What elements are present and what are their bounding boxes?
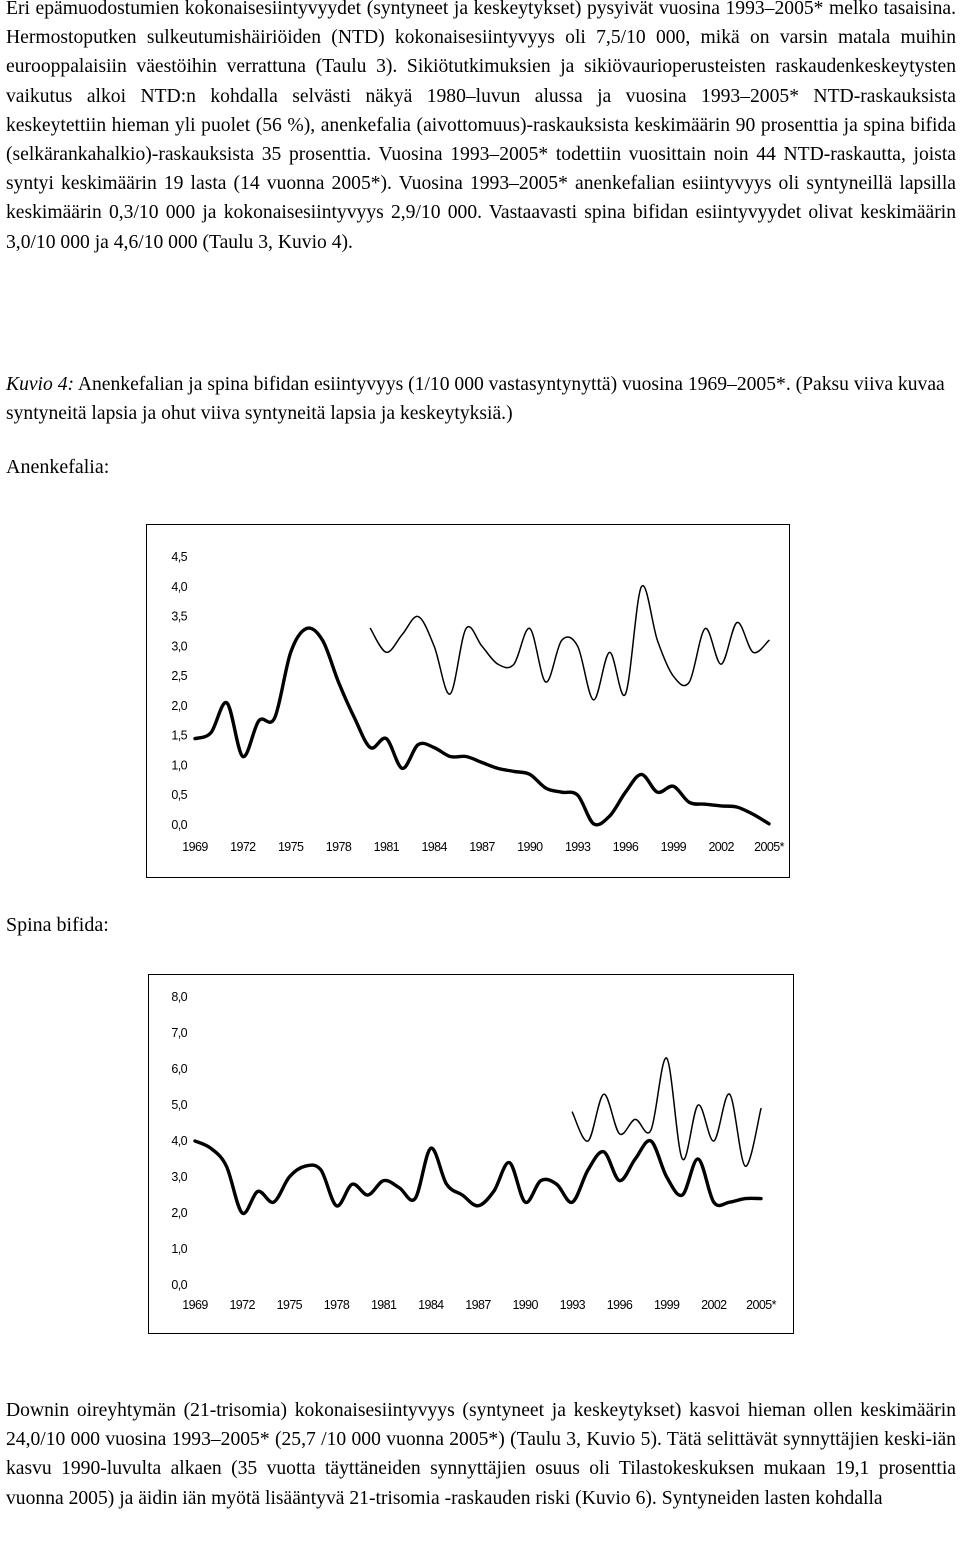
spina-bifida-y-tick-label: 0,0 — [171, 1278, 187, 1292]
spina-bifida-y-tick-label: 1,0 — [171, 1242, 187, 1256]
spina-bifida-y-tick-label: 7,0 — [171, 1026, 187, 1040]
spina-bifida-y-tick-label: 4,0 — [171, 1134, 187, 1148]
spina-bifida-chart — [148, 974, 794, 1334]
spina-bifida-x-tick-label: 1972 — [229, 1298, 255, 1312]
anencephaly-births-line — [195, 628, 769, 825]
spina-bifida-y-tick-label: 8,0 — [171, 990, 187, 1004]
anencephaly-x-tick-label: 1999 — [660, 840, 687, 854]
spina-bifida-x-tick-label: 1996 — [606, 1298, 633, 1312]
anencephaly-x-tick-label: 1975 — [277, 840, 304, 854]
spina-bifida-chart-svg — [149, 975, 793, 1333]
spina-bifida-x-tick-label: 2005* — [746, 1298, 776, 1312]
anencephaly-y-tick-label: 2,5 — [171, 669, 187, 684]
anencephaly-y-tick-label: 3,0 — [171, 639, 187, 654]
caption-lead: Kuvio 4: — [6, 374, 75, 395]
anencephaly-x-tick-label: 1972 — [230, 840, 256, 854]
spina-bifida-x-tick-label: 1981 — [370, 1298, 397, 1312]
paragraph-top: Eri epämuodostumien kokonaisesiintyvyydet (syntyneet ja keskeytykset) pysyivät vuosina 1993–2005* melko tasaisina. Hermostoputken sulkeutumishäiriöiden (NTD) kokonaisesiintyvyys oli 7,5/10 000, mikä on varsin matala muihin eurooppalaisiin väestöihin verrattuna (Taulu 3). Sikiötutkimuksien ja sikiövaurioperusteisten raskaudenkeskeytysten vaikutus alkoi NTD:n kohdalla selvästi näkyä 1980–luvun alussa ja vuosina 1993–2005* NTD-raskauksista keskeytettiin hieman yli puolet (56 %), anenkefalia (aivottomuus)-raskauksista keskimäärin 90 prosenttia ja spina bifida (selkärankahalkio)-raskauksista 35 prosenttia. Vuosina 1993–2005* todettiin vuosittain noin 44 NTD-raskautta, joista syntyi keskimäärin 19 lasta (14 vuonna 2005*). Vuosina 1993–2005* anenkefalian esiintyvyys oli syntyneillä lapsilla keskimäärin 0,3/10 000 ja kokonaisesiintyvyys 2,9/10 000. Vastaavasti spina bifidan esiintyvyydet olivat keskimäärin 3,0/10 000 ja 4,6/10 000 (Taulu 3, Kuvio 4). — [6, 0, 956, 253]
anencephaly-x-tick-label: 1981 — [373, 840, 400, 854]
anencephaly-x-tick-label: 1984 — [421, 840, 447, 854]
spina-bifida-y-tick-label: 2,0 — [171, 1206, 187, 1220]
anencephaly-y-tick-label: 0,5 — [171, 788, 187, 803]
anencephaly-y-tick-label: 1,5 — [171, 728, 187, 743]
spina-bifida-y-tick-label: 6,0 — [171, 1062, 187, 1076]
spina-bifida-x-tick-label: 1987 — [465, 1298, 491, 1312]
spina-bifida-x-tick-label: 2002 — [701, 1298, 727, 1312]
spina-bifida-x-tick-label: 1978 — [323, 1298, 350, 1312]
anencephaly-chart-svg — [147, 525, 789, 877]
anencephaly-y-tick-label: 2,0 — [171, 698, 187, 713]
figure-caption — [6, 370, 956, 428]
anencephaly-y-tick-label: 3,5 — [171, 609, 187, 624]
anencephaly-y-tick-label: 4,5 — [171, 550, 187, 564]
spina-bifida-x-tick-label: 1984 — [418, 1298, 444, 1312]
anencephaly-births-and-terminations-line — [370, 586, 769, 700]
spina-bifida-births-and-terminations-line — [572, 1058, 761, 1166]
anencephaly-chart — [146, 524, 790, 878]
anencephaly-label: Anenkefalia: — [6, 456, 110, 478]
spina-bifida-x-tick-label: 1993 — [559, 1298, 586, 1312]
anencephaly-y-tick-label: 1,0 — [171, 758, 187, 773]
spina-bifida-y-tick-label: 3,0 — [171, 1170, 187, 1184]
paragraph-bottom: Downin oireyhtymän (21-trisomia) kokonaisesiintyvyys (syntyneet ja keskeytykset) kasvoi hieman ollen keskimäärin 24,0/10 000 vuosina 1993–2005* (25,7 /10 000 vuonna 2005*) (Taulu 3, Kuvio 5). Tätä selittävät synnyttäjien keski-iän kasvu 1990-luvulta alkaen (35 vuotta täyttäneiden synnyttäjien osuus oli Tilastokeskuksen mukaan 19,1 prosenttia vuonna 2005) ja äidin iän myötä lisääntyvä 21-trisomia -raskauden riski (Kuvio 6). Syntyneiden lasten kohdalla — [6, 1400, 956, 1509]
anencephaly-x-tick-label: 1978 — [325, 840, 352, 854]
spina-bifida-x-tick-label: 1969 — [182, 1298, 208, 1312]
spina-bifida-y-tick-label: 5,0 — [171, 1098, 187, 1112]
anencephaly-x-tick-label: 1987 — [469, 840, 495, 854]
spina-bifida-x-tick-label: 1999 — [653, 1298, 680, 1312]
anencephaly-x-tick-label: 1996 — [612, 840, 639, 854]
anencephaly-x-tick-label: 1993 — [564, 840, 591, 854]
anencephaly-x-tick-label: 2002 — [708, 840, 734, 854]
anencephaly-y-tick-label: 0,0 — [171, 818, 187, 832]
spina-bifida-x-tick-label: 1990 — [512, 1298, 538, 1312]
anencephaly-y-tick-label: 4,0 — [171, 579, 187, 594]
anencephaly-x-tick-label: 1990 — [517, 840, 543, 854]
spina-bifida-x-tick-label: 1975 — [276, 1298, 303, 1312]
spina-bifida-label: Spina bifida: — [6, 914, 109, 936]
anencephaly-x-tick-label: 2005* — [754, 840, 784, 854]
anencephaly-x-tick-label: 1969 — [182, 840, 208, 854]
spina-bifida-births-line — [195, 1141, 761, 1214]
caption-text: Anenkefalian ja spina bifidan esiintyvyys (1/10 000 vastasyntynyttä) vuosina 1969–2005*. (Paksu viiva kuvaa syntyneitä lapsia ja ohut viiva syntyneitä lapsia ja keskeytyksiä.) — [6, 374, 945, 425]
